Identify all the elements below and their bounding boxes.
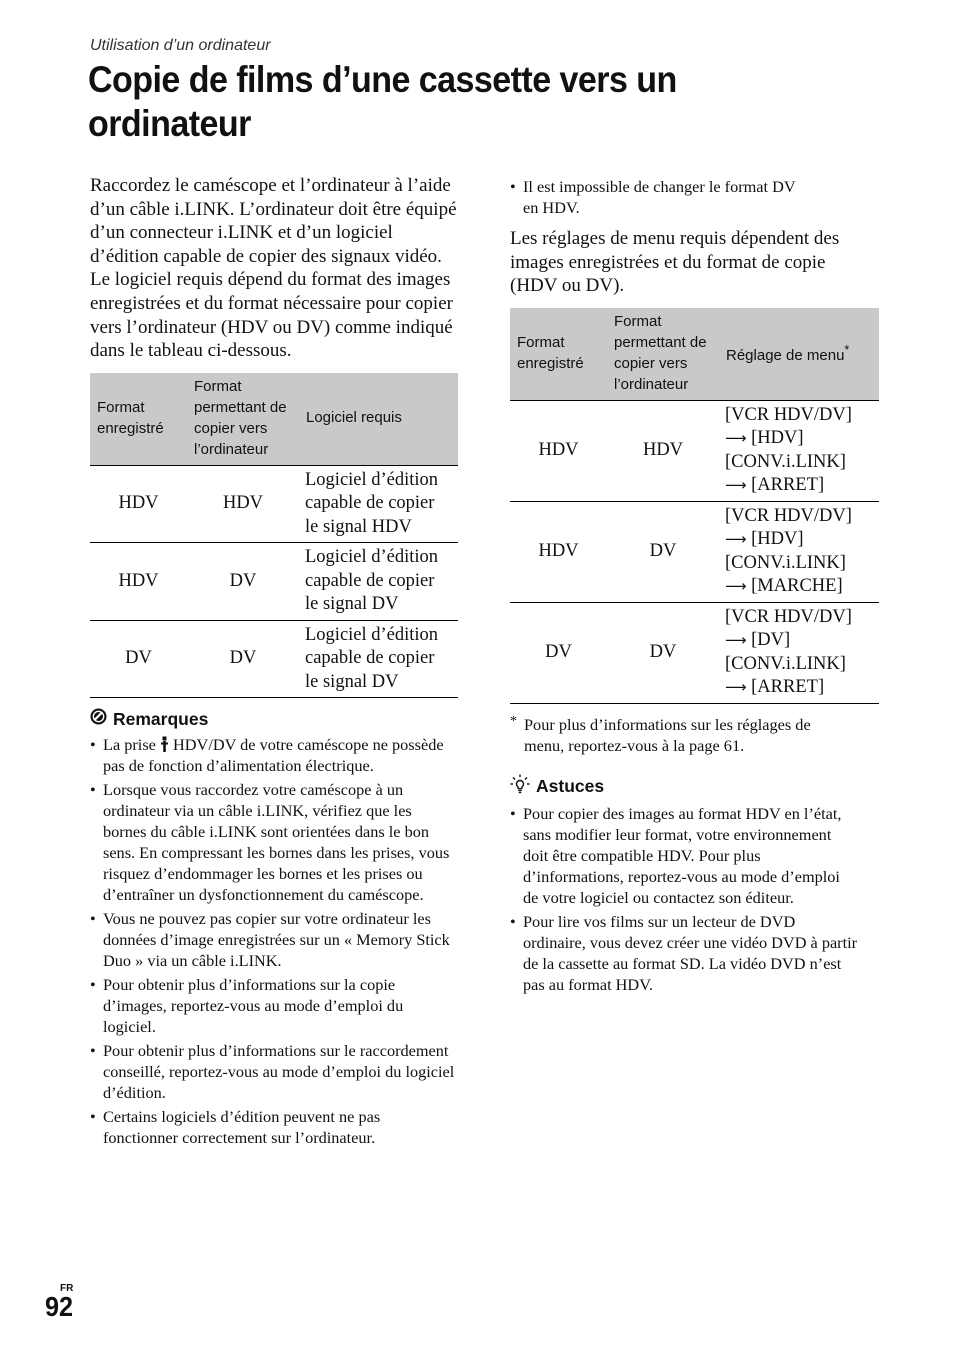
- table-cell: DV: [187, 620, 299, 698]
- list-item: [90, 734, 458, 776]
- menu-path-line: [VCR HDV/DV]: [725, 606, 852, 627]
- list-item-text: La prise: [103, 735, 156, 755]
- table-cell: DV: [187, 543, 299, 621]
- table-cell: HDV: [607, 400, 719, 501]
- table-cell: HDV: [510, 400, 607, 501]
- right-column: [510, 174, 879, 998]
- menu-path-cell: [719, 501, 879, 602]
- menu-path-value: [DV]: [751, 630, 791, 651]
- table-header-row: [510, 308, 879, 401]
- intro-paragraph: Raccordez le caméscope et l’ordinateur à l’aide d’un câble i.LINK. L’ordinateur doit être équipé d’un connecteur i.LINK et d’un logiciel d’édition capable de copier des signaux vidéo. Le logiciel requis dépend du format des images enregistrées et du format nécessaire pour copier vers l’ordinateur (HDV ou DV) comme indiqué dans le tableau ci-dessous.: [90, 175, 457, 362]
- table-cell: HDV: [187, 465, 299, 543]
- table-header-cell: Format enregistré: [90, 373, 187, 466]
- menu-path-value: [MARCHE]: [751, 576, 843, 597]
- menu-path-line: [CONV.i.LINK]: [725, 552, 846, 573]
- menu-path-cell: [719, 400, 879, 501]
- table-header-cell: [719, 308, 879, 401]
- menu-path-line: [725, 528, 873, 552]
- arrow-right-icon: ⟶: [725, 476, 747, 495]
- table-row: [90, 465, 458, 543]
- table-footnote: [510, 714, 879, 756]
- list-item: • Vous ne pouvez pas copier sur votre ordinateur les données d’image enregistrées sur un « Memory Stick Duo » via un câble i.LINK.: [90, 908, 458, 971]
- notes-heading: [90, 708, 458, 730]
- table-header-cell: Format permettant de copier vers l’ordinateur: [607, 308, 719, 401]
- table-header-cell: Format enregistré: [510, 308, 607, 401]
- page-title: Copie de films d’une cassette vers un ordinateur: [88, 59, 677, 144]
- table-cell: Logiciel d’édition capable de copier le signal DV: [299, 620, 458, 698]
- menu-path-line: [725, 676, 873, 700]
- notes-title: Remarques: [113, 709, 209, 730]
- table-cell: Logiciel d’édition capable de copier le signal HDV: [299, 465, 458, 543]
- menu-path-line: [725, 629, 873, 653]
- list-item: • Pour obtenir plus d’informations sur le raccordement conseillé, reportez-vous au mode d’emploi du logiciel d’édition.: [90, 1040, 458, 1103]
- tips-heading: [510, 774, 879, 799]
- table-cell: DV: [607, 501, 719, 602]
- menu-path-cell: [719, 602, 879, 703]
- table-cell: HDV: [90, 543, 187, 621]
- menu-path-line: [CONV.i.LINK]: [725, 451, 846, 472]
- notes-list: [90, 734, 458, 1148]
- list-item: • Pour lire vos films sur un lecteur de DVD ordinaire, vous devez créer une vidéo DVD à partir de la cassette au format SD. La vidéo DVD n’est pas au format HDV.: [510, 911, 879, 995]
- table-header-cell: Format permettant de copier vers l’ordinateur: [187, 373, 299, 466]
- left-column: [90, 174, 458, 1151]
- menu-path-line: [725, 474, 873, 498]
- list-item: • Il est impossible de changer le format DV en HDV.: [510, 176, 879, 218]
- arrow-right-icon: ⟶: [725, 577, 747, 596]
- software-table: [90, 373, 458, 699]
- table-row: [90, 543, 458, 621]
- hdv-dv-jack-icon: [160, 735, 173, 754]
- tips-title: Astuces: [536, 776, 605, 797]
- menu-path-value: [HDV]: [751, 428, 804, 449]
- table-cell: HDV: [90, 465, 187, 543]
- table-row: [90, 620, 458, 698]
- arrow-right-icon: ⟶: [725, 429, 747, 448]
- arrow-right-icon: ⟶: [725, 631, 747, 650]
- arrow-right-icon: ⟶: [725, 678, 747, 697]
- page-number: 92: [45, 1291, 74, 1322]
- remarks-icon: [90, 708, 107, 730]
- footnote-marker: *: [844, 342, 850, 357]
- menu-path-line: [725, 427, 873, 451]
- header-label: Réglage de menu: [726, 346, 845, 364]
- table-cell: DV: [90, 620, 187, 698]
- table-cell: DV: [607, 602, 719, 703]
- table-header-row: [90, 373, 458, 466]
- top-bullet-list: [510, 176, 879, 218]
- menu-path-line: [CONV.i.LINK]: [725, 653, 846, 674]
- section-label: Utilisation d’un ordinateur: [90, 37, 271, 54]
- footnote-star: *: [510, 713, 517, 729]
- list-item: • Pour copier des images au format HDV en l’état, sans modifier leur format, votre environnement doit être compatible HDV. Pour plus d’informations, reportez-vous au mode d’emploi de votre logiciel ou contactez son éditeur.: [510, 803, 879, 908]
- list-item: • Lorsque vous raccordez votre caméscope à un ordinateur via un câble i.LINK, vérifiez que les bornes du câble i.LINK sont orientées dans le bon sens. En compressant les bornes dans les prises, vous risquez d’endommager les bornes et les prises ou d’entraîner un dysfonctionnement du caméscope.: [90, 779, 458, 905]
- list-item-text: HDV/DV de votre caméscope ne possède pas de fonction d’alimentation électrique.: [103, 735, 444, 776]
- arrow-right-icon: ⟶: [725, 530, 747, 549]
- table-cell: Logiciel d’édition capable de copier le signal DV: [299, 543, 458, 621]
- table-row: [510, 602, 879, 703]
- menu-path-value: [ARRET]: [751, 475, 825, 496]
- menu-intro-paragraph: Les réglages de menu requis dépendent des images enregistrées et du format de copie (HDV ou DV).: [510, 228, 840, 297]
- page-language-label: FR: [60, 1283, 74, 1294]
- menu-path-line: [725, 575, 873, 599]
- list-item: • Certains logiciels d’édition peuvent ne pas fonctionner correctement sur l’ordinateur.: [90, 1106, 458, 1148]
- menu-path-value: [HDV]: [751, 529, 804, 550]
- table-row: [510, 501, 879, 602]
- lightbulb-icon: [510, 774, 530, 799]
- table-header-cell: Logiciel requis: [299, 373, 458, 466]
- table-cell: DV: [510, 602, 607, 703]
- footnote-text: Pour plus d’informations sur les réglages de menu, reportez-vous à la page 61.: [524, 714, 811, 755]
- menu-path-line: [VCR HDV/DV]: [725, 404, 852, 425]
- menu-settings-table: [510, 308, 879, 704]
- menu-path-line: [VCR HDV/DV]: [725, 505, 852, 526]
- menu-path-value: [ARRET]: [751, 677, 825, 698]
- tips-list: [510, 803, 879, 995]
- list-item: • Pour obtenir plus d’informations sur la copie d’images, reportez-vous au mode d’emploi du logiciel.: [90, 974, 458, 1037]
- table-cell: HDV: [510, 501, 607, 602]
- table-row: [510, 400, 879, 501]
